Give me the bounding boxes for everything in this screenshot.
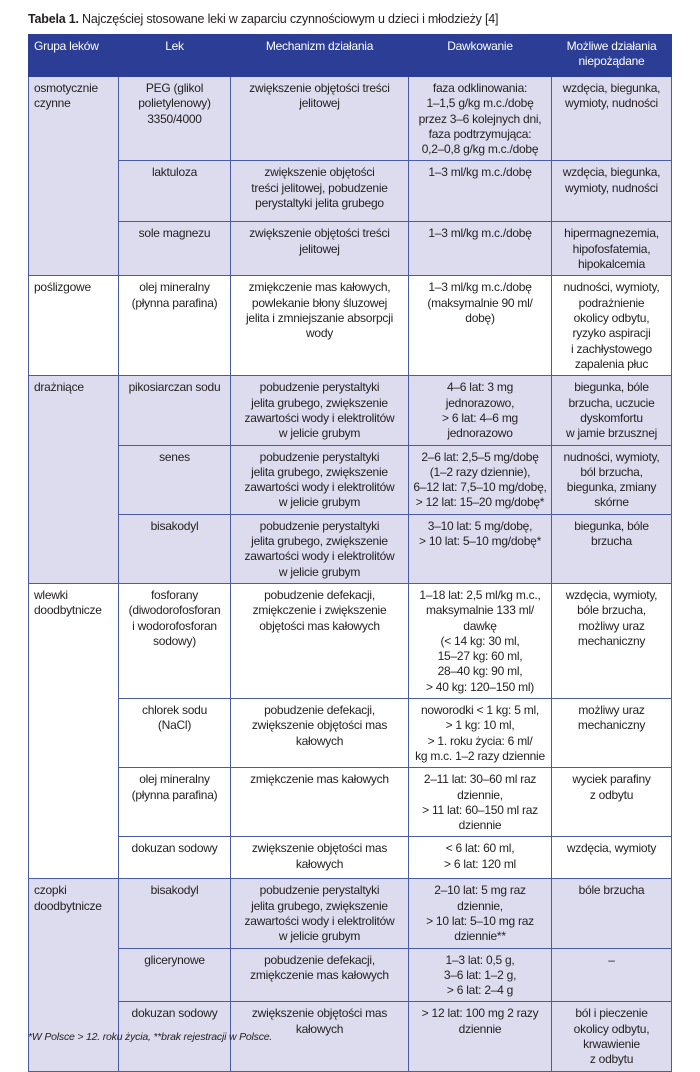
cell-dosage: 4–6 lat: 3 mg jednorazowo, > 6 lat: 4–6 mg jednorazowo bbox=[409, 376, 552, 445]
cell-drug: pikosiarczan sodu bbox=[119, 376, 231, 445]
cell-drug: olej mineralny (płynna parafina) bbox=[119, 276, 231, 376]
table-row bbox=[29, 276, 672, 376]
cell-drug: glicerynowe bbox=[119, 948, 231, 1002]
cell-side-effects: wzdęcia, wymioty, bóle brzucha, możliwy uraz mechaniczny bbox=[552, 583, 672, 698]
cell-mechanism: zwiększenie objętości mas kałowych bbox=[231, 837, 409, 879]
cell-mechanism: zwiększenie objętości treści jelitowej bbox=[231, 77, 409, 161]
cell-side-effects: nudności, wymioty, podrażnienie okolicy odbytu, ryzyko aspiracji i zachłystowego zapalenia płuc bbox=[552, 276, 672, 376]
cell-side-effects: hipermagnezemia, hipofosfatemia, hipokalcemia bbox=[552, 222, 672, 276]
cell-side-effects: nudności, wymioty, ból brzucha, biegunka, zmiany skórne bbox=[552, 445, 672, 514]
table-row bbox=[29, 445, 672, 514]
cell-side-effects: bóle brzucha bbox=[552, 879, 672, 948]
caption-label: Tabela 1. bbox=[28, 12, 79, 26]
cell-drug: bisakodyl bbox=[119, 514, 231, 583]
cell-side-effects: wzdęcia, biegunka, wymioty, nudności bbox=[552, 161, 672, 222]
cell-mechanism: pobudzenie defekacji, zmiękczenie mas kałowych bbox=[231, 948, 409, 1002]
cell-drug: dokuzan sodowy bbox=[119, 1002, 231, 1071]
cell-side-effects: wzdęcia, wymioty bbox=[552, 837, 672, 879]
table-row bbox=[29, 837, 672, 879]
table-row bbox=[29, 77, 672, 161]
drug-table bbox=[28, 34, 672, 1072]
table-row bbox=[29, 222, 672, 276]
header-dosage: Dawkowanie bbox=[409, 35, 552, 77]
cell-mechanism: zwiększenie objętości mas kałowych bbox=[231, 1002, 409, 1071]
table-row bbox=[29, 699, 672, 768]
cell-drug: dokuzan sodowy bbox=[119, 837, 231, 879]
header-drug: Lek bbox=[119, 35, 231, 77]
cell-mechanism: pobudzenie defekacji, zwiększenie objętości mas kałowych bbox=[231, 699, 409, 768]
table-row bbox=[29, 583, 672, 698]
header-row bbox=[29, 35, 672, 77]
cell-drug: fosforany (diwodorofosforan i wodorofosforan sodowy) bbox=[119, 583, 231, 698]
table-body bbox=[29, 77, 672, 1072]
cell-drug: laktuloza bbox=[119, 161, 231, 222]
cell-dosage: 3–10 lat: 5 mg/dobę, > 10 lat: 5–10 mg/dobę* bbox=[409, 514, 552, 583]
header-group: Grupa leków bbox=[29, 35, 119, 77]
cell-dosage: faza odklinowania: 1–1,5 g/kg m.c./dobę przez 3–6 kolejnych dni, faza podtrzymująca: 0,2–0,8 g/kg m.c./dobę bbox=[409, 77, 552, 161]
cell-dosage: > 12 lat: 100 mg 2 razy dziennie bbox=[409, 1002, 552, 1071]
cell-drug: chlorek sodu (NaCl) bbox=[119, 699, 231, 768]
cell-dosage: 1–3 ml/kg m.c./dobę bbox=[409, 222, 552, 276]
cell-drug: olej mineralny (płynna parafina) bbox=[119, 768, 231, 837]
cell-dosage: 1–18 lat: 2,5 ml/kg m.c., maksymalnie 133 ml/ dawkę (< 14 kg: 30 ml, 15–27 kg: 60 ml, 28–40 kg: 90 ml, > 40 kg: 120–150 ml) bbox=[409, 583, 552, 698]
cell-dosage: 2–10 lat: 5 mg raz dziennie, > 10 lat: 5–10 mg raz dziennie** bbox=[409, 879, 552, 948]
cell-mechanism: pobudzenie perystaltyki jelita grubego, zwiększenie zawartości wody i elektrolitów w jelicie grubym bbox=[231, 445, 409, 514]
table-row bbox=[29, 768, 672, 837]
header-mechanism: Mechanizm działania bbox=[231, 35, 409, 77]
cell-drug-group: osmotycznie czynne bbox=[29, 77, 119, 276]
caption-text: Najczęściej stosowane leki w zaparciu czynnościowym u dzieci i młodzieży [4] bbox=[78, 12, 499, 26]
cell-mechanism: zwiększenie objętości treści jelitowej, pobudzenie perystaltyki jelita grubego bbox=[231, 161, 409, 222]
cell-dosage: 2–6 lat: 2,5–5 mg/dobę (1–2 razy dziennie), 6–12 lat: 7,5–10 mg/dobę, > 12 lat: 15–20 mg/dobę* bbox=[409, 445, 552, 514]
cell-mechanism: zmiękczenie mas kałowych, powlekanie błony śluzowej jelita i zmniejszanie absorpcji wody bbox=[231, 276, 409, 376]
cell-drug: bisakodyl bbox=[119, 879, 231, 948]
cell-dosage: 2–11 lat: 30–60 ml raz dziennie, > 11 lat: 60–150 ml raz dziennie bbox=[409, 768, 552, 837]
cell-side-effects: wzdęcia, biegunka, wymioty, nudności bbox=[552, 77, 672, 161]
cell-drug: senes bbox=[119, 445, 231, 514]
cell-mechanism: pobudzenie perystaltyki jelita grubego, zwiększenie zawartości wody i elektrolitów w jelicie grubym bbox=[231, 514, 409, 583]
cell-drug: sole magnezu bbox=[119, 222, 231, 276]
cell-side-effects: – bbox=[552, 948, 672, 1002]
cell-dosage: 1–3 ml/kg m.c./dobę (maksymalnie 90 ml/ dobę) bbox=[409, 276, 552, 376]
cell-mechanism: zwiększenie objętości treści jelitowej bbox=[231, 222, 409, 276]
table-row bbox=[29, 879, 672, 948]
cell-mechanism: pobudzenie defekacji, zmiękczenie i zwiększenie objętości mas kałowych bbox=[231, 583, 409, 698]
cell-drug: PEG (glikol polietylenowy) 3350/4000 bbox=[119, 77, 231, 161]
cell-mechanism: pobudzenie perystaltyki jelita grubego, zwiększenie zawartości wody i elektrolitów w jelicie grubym bbox=[231, 879, 409, 948]
cell-mechanism: pobudzenie perystaltyki jelita grubego, zwiększenie zawartości wody i elektrolitów w jelicie grubym bbox=[231, 376, 409, 445]
cell-drug-group: drażniące bbox=[29, 376, 119, 584]
cell-dosage: 1–3 ml/kg m.c./dobę bbox=[409, 161, 552, 222]
table-row bbox=[29, 948, 672, 1002]
cell-side-effects: biegunka, bóle brzucha bbox=[552, 514, 672, 583]
footnote: *W Polsce > 12. roku życia, **brak rejestracji w Polsce. bbox=[28, 1031, 273, 1043]
cell-side-effects: możliwy uraz mechaniczny bbox=[552, 699, 672, 768]
cell-drug-group: wlewki doodbytnicze bbox=[29, 583, 119, 878]
table-row bbox=[29, 514, 672, 583]
cell-drug-group: poślizgowe bbox=[29, 276, 119, 376]
header-side-effects: Możliwe działania niepożądane bbox=[552, 35, 672, 77]
table-caption bbox=[28, 12, 498, 26]
cell-side-effects: biegunka, bóle brzucha, uczucie dyskomfortu w jamie brzusznej bbox=[552, 376, 672, 445]
cell-dosage: < 6 lat: 60 ml, > 6 lat: 120 ml bbox=[409, 837, 552, 879]
cell-side-effects: wyciek parafiny z odbytu bbox=[552, 768, 672, 837]
cell-side-effects: ból i pieczenie okolicy odbytu, krwawienie z odbytu bbox=[552, 1002, 672, 1071]
cell-drug-group: czopki doodbytnicze bbox=[29, 879, 119, 1071]
cell-dosage: 1–3 lat: 0,5 g, 3–6 lat: 1–2 g, > 6 lat: 2–4 g bbox=[409, 948, 552, 1002]
table-row bbox=[29, 161, 672, 222]
cell-mechanism: zmiękczenie mas kałowych bbox=[231, 768, 409, 837]
table-row bbox=[29, 376, 672, 445]
cell-dosage: noworodki < 1 kg: 5 ml, > 1 kg: 10 ml, > 1. roku życia: 6 ml/ kg m.c. 1–2 razy dziennie bbox=[409, 699, 552, 768]
